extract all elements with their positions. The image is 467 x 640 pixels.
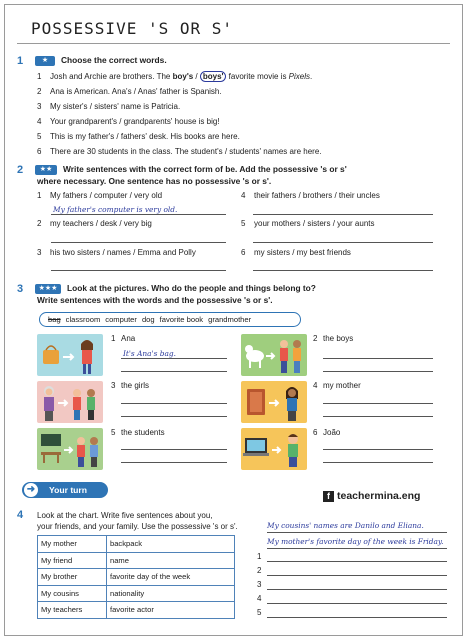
s3-item-2-line-2[interactable] [323, 371, 433, 372]
s3-item-2-line-1[interactable] [323, 358, 433, 359]
section-3-number: 3 [17, 283, 24, 295]
arrow-right-icon: ➜ [24, 483, 38, 497]
table-row [38, 552, 235, 569]
table-cell: My teachers [38, 602, 107, 619]
section-4-instruction-line-2: your friends, and your family. Use the possessive 's or s'. [37, 522, 238, 531]
s2-item-5-line[interactable] [253, 242, 433, 243]
s2-item-1-answer: My father's computer is very old. [53, 205, 178, 214]
s1-item-2: 2 Ana is American. Ana's / Anas' father is Spanish. [37, 87, 222, 96]
s3-item-4-line-1[interactable] [323, 403, 433, 404]
s2-item-4: 4 their fathers / brothers / their uncles [241, 191, 380, 200]
s4-line-3[interactable] [267, 589, 447, 590]
s1-item-1: 1 Josh and Archie are brothers. The boy's / boys' favorite movie is Pixels. [37, 72, 313, 81]
brand-label: teachermina.eng [337, 490, 421, 502]
table-cell: favorite day of the week [106, 569, 234, 586]
s3-item-5-line-2[interactable] [121, 462, 227, 463]
s3-item-4-line-2[interactable] [323, 416, 433, 417]
s3-item-3-line-1[interactable] [121, 403, 227, 404]
s3-item-2-label: the boys [323, 334, 354, 343]
section-3-instruction-line-1: Look at the pictures. Who do the people and things belong to? [67, 283, 316, 293]
s4-line-1[interactable] [267, 561, 447, 562]
s2-item-5: 5 your mothers / sisters / your aunts [241, 219, 375, 228]
facebook-icon: f [323, 491, 334, 502]
s3-item-5-label: the students [121, 428, 165, 437]
s3-item-1-number: 1 [111, 334, 116, 343]
section-1-difficulty: ★ [35, 56, 55, 66]
s1-item-3: 3 My sister's / sisters' name is Patricia. [37, 102, 181, 111]
table-cell: My cousins [38, 585, 107, 602]
possessive-chart-table [37, 535, 235, 619]
s3-item-3-label: the girls [121, 381, 150, 390]
s2-item-1-line[interactable] [51, 214, 226, 215]
worksheet-page [4, 4, 463, 636]
word-grandmother: grandmother [208, 315, 252, 324]
picture-grandmother-girls [37, 381, 103, 423]
table-cell: name [106, 552, 234, 569]
picture-book-mother [241, 381, 307, 423]
s1-item-1-option-2-circled[interactable]: boys' [200, 71, 227, 82]
section-2-number: 2 [17, 164, 24, 176]
section-4-instruction-line-1: Look at the chart. Write five sentences about you, [37, 511, 213, 520]
s4-line-5[interactable] [267, 617, 447, 618]
s3-item-5-line-1[interactable] [121, 449, 227, 450]
s2-item-3-line[interactable] [51, 270, 226, 271]
word-bag: bag [48, 315, 61, 324]
s3-item-1-answer: It's Ana's bag. [123, 349, 176, 358]
section-2-instruction-line-2: where necessary. One sentence has no possessive 's or s'. [37, 176, 272, 186]
s4-line-4-number: 4 [257, 594, 262, 603]
s3-item-4-number: 4 [313, 381, 318, 390]
section-1-number: 1 [17, 55, 24, 67]
s1-item-4: 4 Your grandparent's / grandparents' house is big! [37, 117, 220, 126]
s1-item-6: 6 There are 30 students in the class. The student's / students' names are here. [37, 147, 322, 156]
picture-dog-boys [241, 334, 307, 376]
s2-item-3: 3 his two sisters / names / Emma and Polly [37, 248, 196, 257]
picture-classroom-students [37, 428, 103, 470]
section-1-instruction: Choose the correct words. [61, 55, 167, 65]
s3-item-6-label: João [323, 428, 341, 437]
brand-watermark [323, 490, 420, 502]
word-favorite-book: favorite book [159, 315, 204, 324]
section-3-instruction-line-2: Write sentences with the words and the possessive 's or s'. [37, 295, 273, 305]
s3-item-5-number: 5 [111, 428, 116, 437]
s2-item-4-line[interactable] [253, 214, 433, 215]
s3-item-3-line-2[interactable] [121, 416, 227, 417]
table-cell: favorite actor [106, 602, 234, 619]
s3-item-1-label: Ana [121, 334, 136, 343]
s3-item-1-line-2[interactable] [121, 371, 227, 372]
table-row [38, 602, 235, 619]
section-2-instruction-line-1: Write sentences with the correct form of be. Add the possessive 's or s' [63, 164, 347, 174]
section-3-difficulty: ★★★ [35, 284, 61, 294]
table-row [38, 536, 235, 553]
table-row [38, 569, 235, 586]
section-4-number: 4 [17, 509, 24, 521]
word-computer: computer [105, 315, 137, 324]
s4-line-3-number: 3 [257, 580, 262, 589]
table-cell: backpack [106, 536, 234, 553]
table-cell: My mother [38, 536, 107, 553]
word-classroom: classroom [65, 315, 101, 324]
s4-example-2-line [267, 548, 447, 549]
title-rule [17, 43, 450, 44]
s3-item-1-line-1[interactable] [121, 358, 227, 359]
s4-example-1: My cousins' names are Danilo and Eliana. [267, 521, 424, 530]
s1-item-1-option-1[interactable]: boy's [172, 72, 194, 81]
word-dog: dog [141, 315, 155, 324]
s1-item-5: 5 This is my father's / fathers' desk. His books are here. [37, 132, 240, 141]
page-title: POSSESSIVE 'S OR S' [31, 19, 234, 38]
s4-line-5-number: 5 [257, 608, 262, 617]
picture-bag-girl [37, 334, 103, 376]
s4-line-2[interactable] [267, 575, 447, 576]
s3-item-4-label: my mother [323, 381, 361, 390]
s3-item-6-line-1[interactable] [323, 449, 433, 450]
s3-item-6-number: 6 [313, 428, 318, 437]
s2-item-6-line[interactable] [253, 270, 433, 271]
table-cell: My friend [38, 552, 107, 569]
table-row [38, 585, 235, 602]
s4-line-4[interactable] [267, 603, 447, 604]
your-turn-label: Your turn [49, 485, 88, 495]
s4-example-2: My mother's favorite day of the week is Friday. [267, 537, 444, 546]
s3-item-2-number: 2 [313, 334, 318, 343]
s4-line-1-number: 1 [257, 552, 262, 561]
your-turn-banner [22, 482, 108, 498]
word-box [39, 312, 301, 327]
s2-item-1: 1 My fathers / computer / very old [37, 191, 163, 200]
picture-computer-joao [241, 428, 307, 470]
table-cell: My brother [38, 569, 107, 586]
s2-item-2-line[interactable] [51, 242, 226, 243]
s3-item-3-number: 3 [111, 381, 116, 390]
s3-item-6-line-2[interactable] [323, 462, 433, 463]
s4-example-1-line [267, 532, 447, 533]
s4-line-2-number: 2 [257, 566, 262, 575]
table-cell: nationality [106, 585, 234, 602]
section-2-difficulty: ★★ [35, 165, 57, 175]
s2-item-6: 6 my sisters / my best friends [241, 248, 351, 257]
s2-item-2: 2 my teachers / desk / very big [37, 219, 152, 228]
